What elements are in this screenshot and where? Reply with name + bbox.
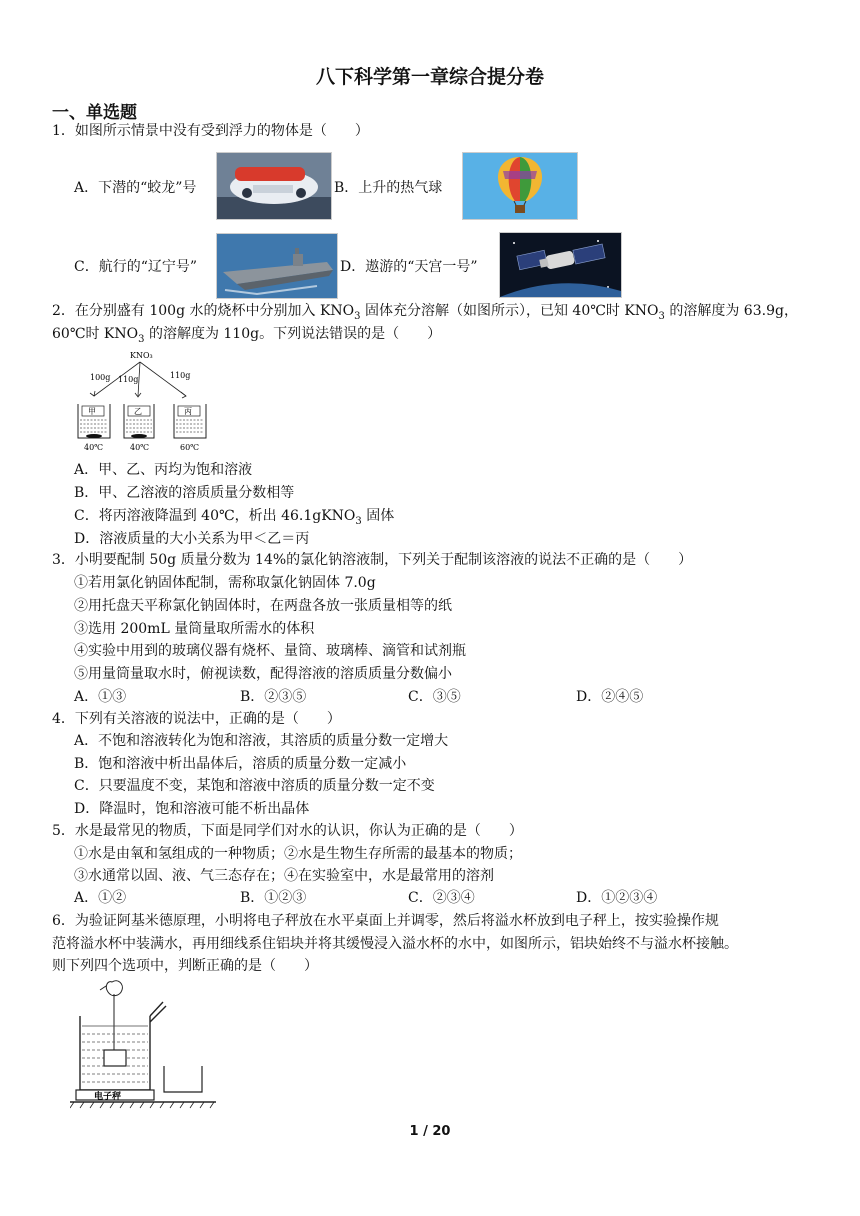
beaker-bing [174, 404, 206, 452]
q3-option-d: D．②④⑤ [576, 689, 644, 705]
q5-option-b: B．①②③ [240, 890, 307, 906]
q1-option-c: C．航行的“辽宁号” [74, 259, 198, 275]
q3-statement-3: ③选用 200mL 量筒量取所需水的体积 [74, 621, 315, 637]
q3-statement-2: ②用托盘天平称氯化钠固体时，在两盘各放一张质量相等的纸 [74, 598, 452, 614]
q2-option-d: D．溶液质量的大小关系为甲＜乙＝丙 [74, 531, 310, 547]
q5-stem: 5．水是最常见的物质，下面是同学们对水的认识，你认为正确的是（ ） [52, 823, 523, 839]
q3-statement-5: ⑤用量筒量取水时，俯视读数，配得溶液的溶质质量分数偏小 [74, 666, 452, 682]
aircraft-carrier-liaoning-image [216, 233, 338, 299]
svg-text:60℃: 60℃ [180, 443, 200, 452]
q1-option-b: B．上升的热气球 [334, 180, 443, 196]
submersible-jiaolong-image [216, 152, 332, 220]
scale-label: 电子秤 [94, 1092, 122, 1102]
svg-text:40℃: 40℃ [84, 443, 104, 452]
q3-statement-4: ④实验中用到的玻璃仪器有烧杯、量筒、玻璃棒、滴管和试剂瓶 [74, 643, 466, 659]
q4-option-d: D．降温时，饱和溶液可能不析出晶体 [74, 801, 310, 817]
q4-option-b: B．饱和溶液中析出晶体后，溶质的质量分数一定减小 [74, 756, 407, 772]
kno3-dissolving-figure [70, 346, 230, 458]
page-number: 1 / 20 [409, 1124, 451, 1139]
mass-label-3: 110g [170, 371, 191, 380]
svg-text:乙: 乙 [134, 407, 142, 416]
q1-option-a: A．下潜的“蛟龙”号 [74, 180, 197, 196]
tiangong-space-station-image [499, 232, 622, 298]
q2-stem-line1: 2．在分别盛有 100g 水的烧杯中分别加入 $KNO_3$ 固体充分溶解（如图所示），已知 40℃时 $KNO_3$ 的溶解度为 63.9g， [52, 303, 798, 322]
q4-option-a: A．不饱和溶液转化为饱和溶液，其溶质的质量分数一定增大 [74, 733, 449, 749]
q6-stem-line3: 则下列四个选项中，判断正确的是（ ） [52, 958, 318, 974]
q4-option-c: C．只要温度不变，某饱和溶液中溶质的质量分数一定不变 [74, 778, 435, 794]
q5-option-d: D．①②③④ [576, 890, 658, 906]
mass-label-1: 100g [90, 373, 111, 382]
q2-option-a: A．甲、乙、丙均为饱和溶液 [74, 462, 253, 478]
q1-option-d: D．遨游的“天宫一号” [340, 259, 478, 275]
q2-option-b: B．甲、乙溶液的溶质质量分数相等 [74, 485, 295, 501]
kno3-label: KNO₃ [130, 351, 153, 360]
overflow-cup-figure [70, 976, 220, 1110]
q3-option-a: A．①③ [74, 689, 127, 705]
q3-statement-1: ①若用氯化钠固体配制，需称取氯化钠固体 7.0g [74, 575, 376, 591]
svg-text:甲: 甲 [88, 407, 96, 416]
q4-stem: 4．下列有关溶液的说法中，正确的是（ ） [52, 711, 341, 727]
q6-stem-line1: 6．为验证阿基米德原理，小明将电子秤放在水平桌面上并调零，然后将溢水杯放到电子秤上，按实验操作规 [52, 913, 719, 929]
section-heading: 一、单选题 [52, 103, 137, 123]
q5-statement-2: ③水通常以固、液、气三态存在；④在实验室中，水是最常用的溶剂 [74, 868, 494, 884]
q5-option-a: A．①② [74, 890, 127, 906]
hot-air-balloon-image [462, 152, 578, 220]
beaker-yi [124, 404, 154, 452]
q1-stem: 1．如图所示情景中没有受到浮力的物体是（ ） [52, 123, 369, 139]
q2-stem-line2: 60℃时 $KNO_3$ 的溶解度为 110g。下列说法错误的是（ ） [52, 326, 442, 345]
page-title: 八下科学第一章综合提分卷 [315, 66, 544, 88]
q2-option-c: C．将丙溶液降温到 40℃，析出 46.1gKNO$_3$ 固体 [74, 508, 395, 527]
q5-statement-1: ①水是由氧和氢组成的一种物质；②水是生物生存所需的最基本的物质； [74, 846, 522, 862]
aluminum-block [104, 1050, 126, 1066]
svg-text:丙: 丙 [184, 407, 192, 416]
svg-text:40℃: 40℃ [130, 443, 150, 452]
q3-option-c: C．③⑤ [408, 689, 461, 705]
q5-option-c: C．②③④ [408, 890, 475, 906]
q3-option-b: B．②③⑤ [240, 689, 307, 705]
beaker-jia [78, 404, 110, 452]
q6-stem-line2: 范将溢水杯中装满水，再用细线系住铝块并将其缓慢浸入溢水杯的水中，如图所示，铝块始终不与溢水杯接触。 [52, 936, 738, 952]
q3-stem: 3．小明要配制 50g 质量分数为 14%的氯化钠溶液制，下列关于配制该溶液的说法不正确的是（ ） [52, 552, 693, 568]
mass-label-2: 110g [118, 375, 139, 384]
